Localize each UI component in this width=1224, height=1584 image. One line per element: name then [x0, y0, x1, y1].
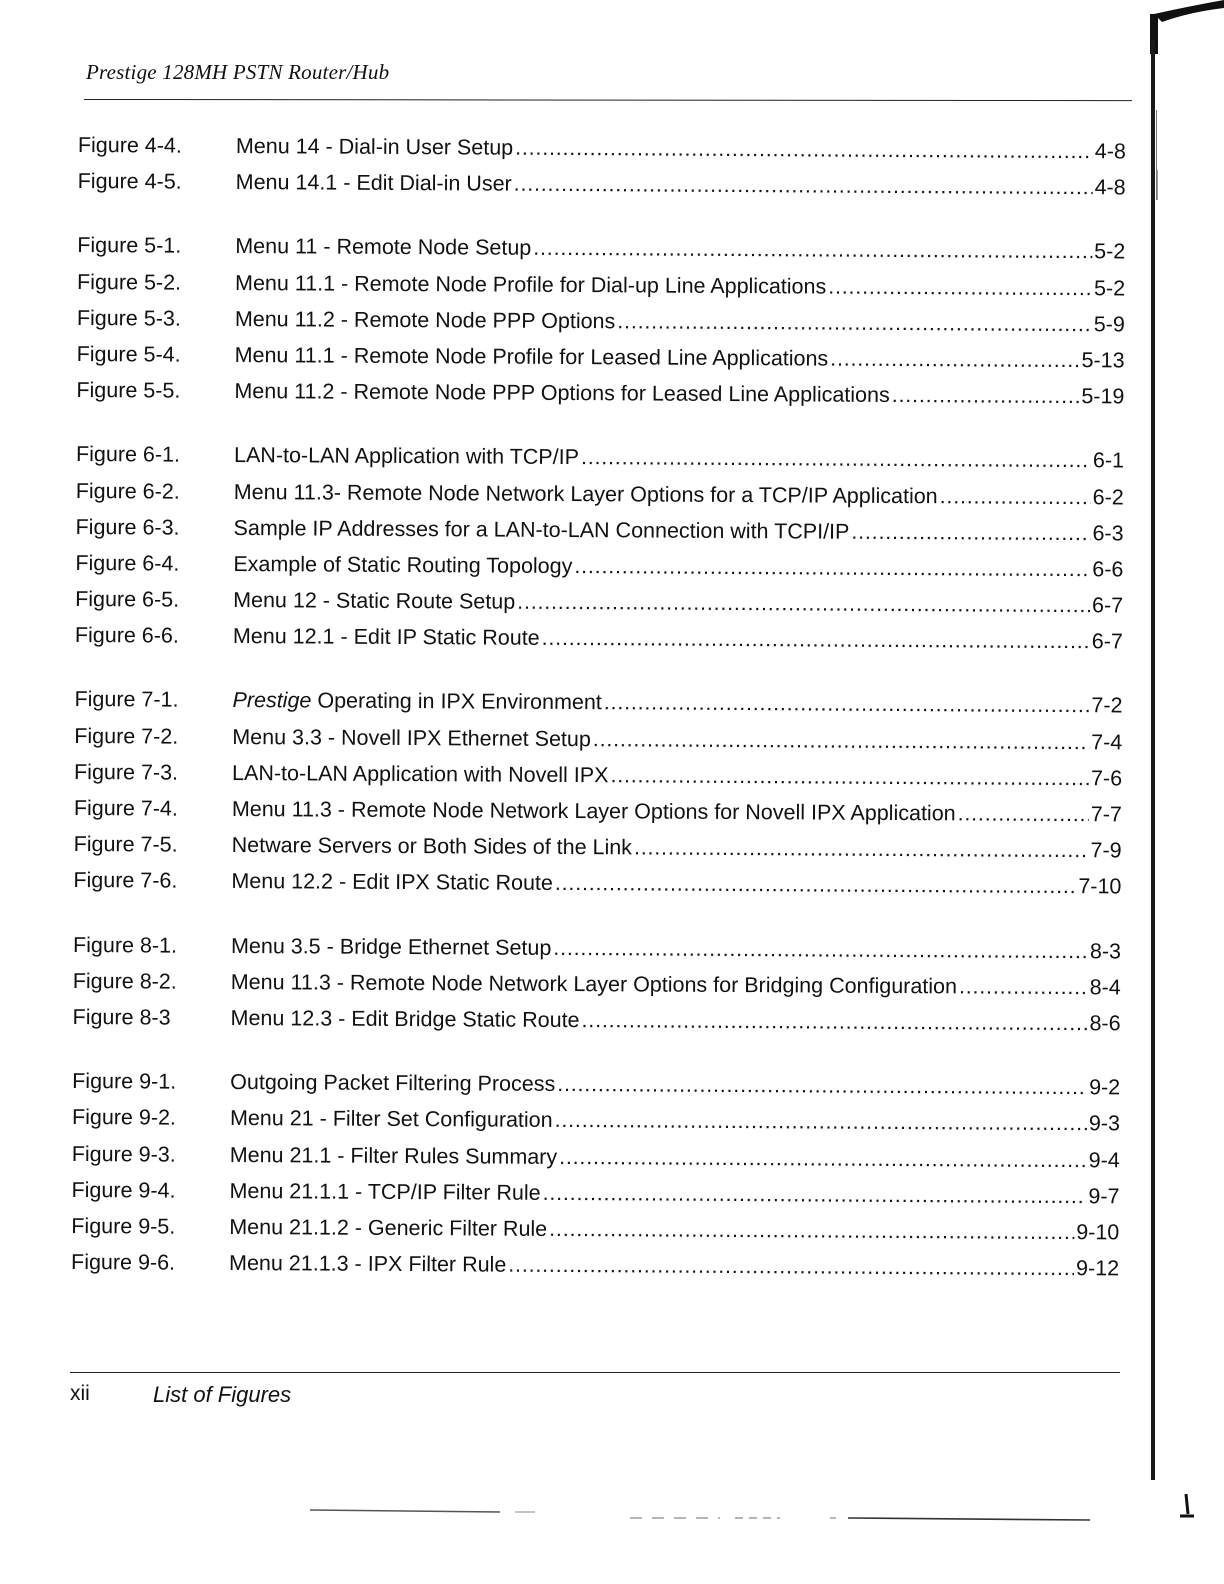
figure-title	[235, 307, 616, 334]
figure-number: Figure 9-6.	[71, 1250, 176, 1275]
figure-title-text: Menu 11.1 - Remote Node Profile for Dial-up Line Applications	[235, 270, 827, 299]
scan-artifacts	[0, 1500, 1224, 1540]
dot-leader	[515, 136, 1093, 165]
figure-title-text: Sample IP Addresses for a LAN-to-LAN Connection with TCPI/IP	[233, 515, 850, 544]
page-reference: 5-13	[1081, 348, 1125, 373]
figure-number: Figure 4-5.	[77, 169, 182, 194]
figure-title-text: LAN-to-LAN Application with TCP/IP	[233, 443, 580, 470]
page-reference: 6-7	[1091, 629, 1123, 654]
figure-number: Figure 8-1.	[72, 932, 178, 958]
figure-title	[236, 134, 513, 161]
page-reference: 5-2	[1094, 239, 1126, 264]
dot-leader	[549, 1217, 1074, 1245]
dot-leader	[634, 836, 1089, 864]
figure-title	[232, 688, 601, 715]
toc-entry[interactable]	[71, 1250, 1119, 1293]
figure-title-text: Menu 12.1 - Edit IP Static Route	[232, 624, 540, 651]
figure-title	[232, 797, 956, 826]
page-reference: 4-8	[1094, 139, 1126, 164]
figure-title	[231, 970, 957, 999]
page-number: xii	[70, 1382, 90, 1405]
figure-title	[235, 234, 531, 261]
dot-leader	[581, 1008, 1087, 1036]
page-reference: 6-6	[1092, 557, 1124, 582]
figure-title-text: Menu 12.3 - Edit Bridge Static Route	[230, 1005, 580, 1033]
figure-group	[75, 442, 1124, 666]
figure-group	[73, 687, 1122, 911]
figure-title-text: LAN-to-LAN Application with Novell IPX	[232, 760, 609, 788]
figure-title-text: Menu 11.3 - Remote Node Network Layer Options for Novell IPX Application	[231, 796, 956, 826]
figure-title-text: Menu 3.3 - Novell IPX Ethernet Setup	[232, 724, 591, 751]
page-reference: 7-10	[1078, 874, 1122, 899]
figure-title	[232, 761, 609, 788]
dot-leader	[559, 1144, 1087, 1172]
list-of-figures	[71, 133, 1126, 1293]
figure-group	[72, 933, 1121, 1048]
toc-entry[interactable]	[72, 1005, 1120, 1048]
figure-number: Figure 6-1.	[75, 442, 181, 467]
figure-group	[76, 233, 1125, 420]
figure-number: Figure 5-2.	[77, 269, 182, 295]
figure-title	[231, 869, 553, 896]
figure-title	[230, 1070, 555, 1097]
toc-entry[interactable]	[75, 623, 1123, 666]
page-reference: 7-7	[1090, 802, 1122, 827]
dot-leader	[508, 1253, 1074, 1281]
figure-title	[235, 343, 829, 372]
figure-title	[231, 1006, 580, 1033]
figure-title	[234, 443, 579, 470]
figure-number: Figure 7-6.	[73, 868, 178, 893]
figure-title	[233, 588, 515, 615]
figure-title	[233, 624, 540, 651]
dot-leader	[555, 871, 1077, 899]
running-header: Prestige 128MH PSTN Router/Hub	[86, 60, 390, 84]
figure-number: Figure 7-1.	[74, 687, 179, 713]
figure-number: Figure 9-5.	[71, 1213, 176, 1239]
dot-leader	[851, 519, 1090, 545]
figure-number: Figure 8-3	[72, 1004, 171, 1030]
figure-title-emphasis: Prestige	[232, 688, 312, 713]
dot-leader	[533, 236, 1092, 264]
page-reference: 6-3	[1092, 520, 1124, 546]
dot-leader	[959, 974, 1088, 1000]
page-reference: 5-19	[1081, 384, 1125, 409]
figure-number: Figure 5-4.	[76, 341, 181, 367]
figure-number: Figure 9-3.	[71, 1141, 176, 1167]
page-reference: 5-9	[1093, 311, 1125, 337]
figure-number: Figure 4-4.	[77, 133, 182, 158]
figure-title	[231, 934, 551, 961]
dot-leader	[574, 554, 1090, 582]
figure-title-text: Menu 14 - Dial-in User Setup	[235, 133, 514, 160]
figure-title-text: Menu 11.3- Remote Node Network Layer Options for a TCP/IP Application	[233, 479, 938, 508]
figure-group	[71, 1069, 1120, 1293]
dot-leader	[581, 445, 1091, 473]
figure-number: Figure 7-3.	[74, 759, 179, 785]
dot-leader	[555, 1108, 1087, 1136]
figure-group	[78, 133, 1126, 212]
figure-title-text: Menu 12.2 - Edit IPX Static Route	[231, 869, 553, 896]
figure-title-text: Menu 14.1 - Edit Dial-in User	[235, 170, 512, 196]
page-reference: 8-6	[1089, 1011, 1121, 1036]
figure-title	[234, 379, 889, 408]
page-reference: 5-2	[1093, 275, 1126, 300]
dot-leader	[517, 590, 1090, 618]
dot-leader	[604, 691, 1090, 719]
figure-title-text: Menu 12 - Static Route Setup	[233, 588, 516, 614]
figure-title-text: Menu 21.1.2 - Generic Filter Rule	[229, 1214, 548, 1241]
dot-leader	[940, 484, 1091, 510]
page-reference: 9-2	[1089, 1075, 1121, 1100]
figure-title	[229, 1215, 547, 1242]
toc-entry[interactable]	[78, 169, 1126, 212]
dot-leader	[553, 935, 1088, 963]
dot-leader	[543, 1181, 1087, 1209]
page-reference: 6-1	[1092, 448, 1125, 473]
figure-title-text: Menu 21.1 - Filter Rules Summary	[229, 1142, 558, 1169]
figure-title-text: Menu 21 - Filter Set Configuration	[229, 1106, 553, 1133]
figure-title-text: Menu 11.2 - Remote Node PPP Options	[234, 306, 616, 334]
figure-title	[232, 725, 591, 752]
dot-leader	[828, 274, 1092, 301]
scanner-binding-edge	[1150, 0, 1224, 1584]
page-reference: 7-2	[1091, 693, 1123, 718]
page-reference: 9-7	[1088, 1183, 1120, 1209]
page-reference: 9-4	[1088, 1147, 1120, 1172]
figure-title-text: Netware Servers or Both Sides of the Link	[231, 833, 633, 860]
figure-title	[232, 833, 632, 860]
figure-number: Figure 5-3.	[76, 305, 181, 331]
figure-number: Figure 9-2.	[71, 1105, 177, 1130]
page-reference: 8-3	[1089, 938, 1122, 963]
page-reference: 7-9	[1090, 838, 1122, 863]
figure-title-text: Operating in IPX Environment	[311, 688, 602, 715]
figure-title-text: Menu 11 - Remote Node Setup	[235, 234, 532, 261]
figure-number: Figure 6-4.	[75, 550, 180, 576]
figure-title	[235, 271, 826, 300]
page-reference: 9-12	[1075, 1256, 1120, 1281]
toc-entry[interactable]	[73, 868, 1121, 911]
page-reference: 7-6	[1090, 766, 1123, 791]
figure-number: Figure 6-5.	[75, 587, 180, 612]
figure-number: Figure 6-3.	[75, 514, 180, 540]
dot-leader	[830, 347, 1080, 374]
figure-title	[234, 479, 938, 508]
figure-number: Figure 7-4.	[73, 795, 178, 821]
dot-leader	[542, 626, 1090, 654]
page-reference: 6-2	[1092, 484, 1124, 509]
toc-entry[interactable]	[76, 378, 1124, 421]
page-reference: 6-7	[1091, 593, 1124, 618]
figure-number: Figure 8-2.	[72, 968, 177, 994]
dot-leader	[557, 1072, 1087, 1100]
dot-leader	[617, 309, 1092, 337]
figure-number: Figure 7-2.	[74, 723, 179, 749]
figure-title	[234, 516, 850, 545]
dot-leader	[514, 172, 1093, 201]
page-reference: 9-10	[1076, 1219, 1120, 1245]
figure-number: Figure 6-2.	[75, 478, 180, 504]
figure-title	[236, 170, 512, 197]
footer-section-title: List of Figures	[153, 1382, 292, 1407]
figure-title	[229, 1179, 540, 1206]
figure-title-text: Outgoing Packet Filtering Process	[230, 1070, 556, 1097]
dot-leader	[610, 763, 1089, 791]
figure-title-text: Menu 3.5 - Bridge Ethernet Setup	[230, 933, 552, 960]
page-reference: 8-4	[1089, 974, 1121, 1000]
figure-number: Figure 9-4.	[71, 1177, 176, 1203]
figure-number: Figure 5-5.	[76, 378, 181, 403]
figure-title	[230, 1106, 553, 1133]
figure-title-text: Menu 11.1 - Remote Node Profile for Leased Line Applications	[234, 342, 829, 371]
page-reference: 4-8	[1094, 175, 1126, 200]
figure-title-text: Menu 21.1.3 - IPX Filter Rule	[229, 1251, 507, 1277]
figure-title-text: Menu 11.2 - Remote Node PPP Options for Leased Line Applications	[234, 379, 890, 408]
header-rule	[84, 99, 1132, 101]
page-reference: 9-3	[1088, 1111, 1121, 1136]
dot-leader	[958, 801, 1089, 827]
figure-title	[230, 1142, 558, 1169]
figure-title-text: Example of Static Routing Topology	[233, 551, 573, 578]
figure-number: Figure 5-1.	[77, 233, 182, 259]
figure-title-text: Menu 11.3 - Remote Node Network Layer Options for Bridging Configuration	[230, 969, 958, 999]
figure-title	[233, 552, 572, 579]
footer-rule	[70, 1372, 1120, 1373]
figure-title	[229, 1251, 506, 1278]
figure-number: Figure 9-1.	[72, 1069, 177, 1094]
dot-leader	[593, 727, 1090, 755]
figure-number: Figure 7-5.	[73, 832, 178, 857]
figure-title-text: Menu 21.1.1 - TCP/IP Filter Rule	[229, 1178, 541, 1205]
page-reference: 7-4	[1091, 729, 1123, 755]
dot-leader	[892, 383, 1080, 409]
figure-number: Figure 6-6.	[74, 623, 179, 648]
